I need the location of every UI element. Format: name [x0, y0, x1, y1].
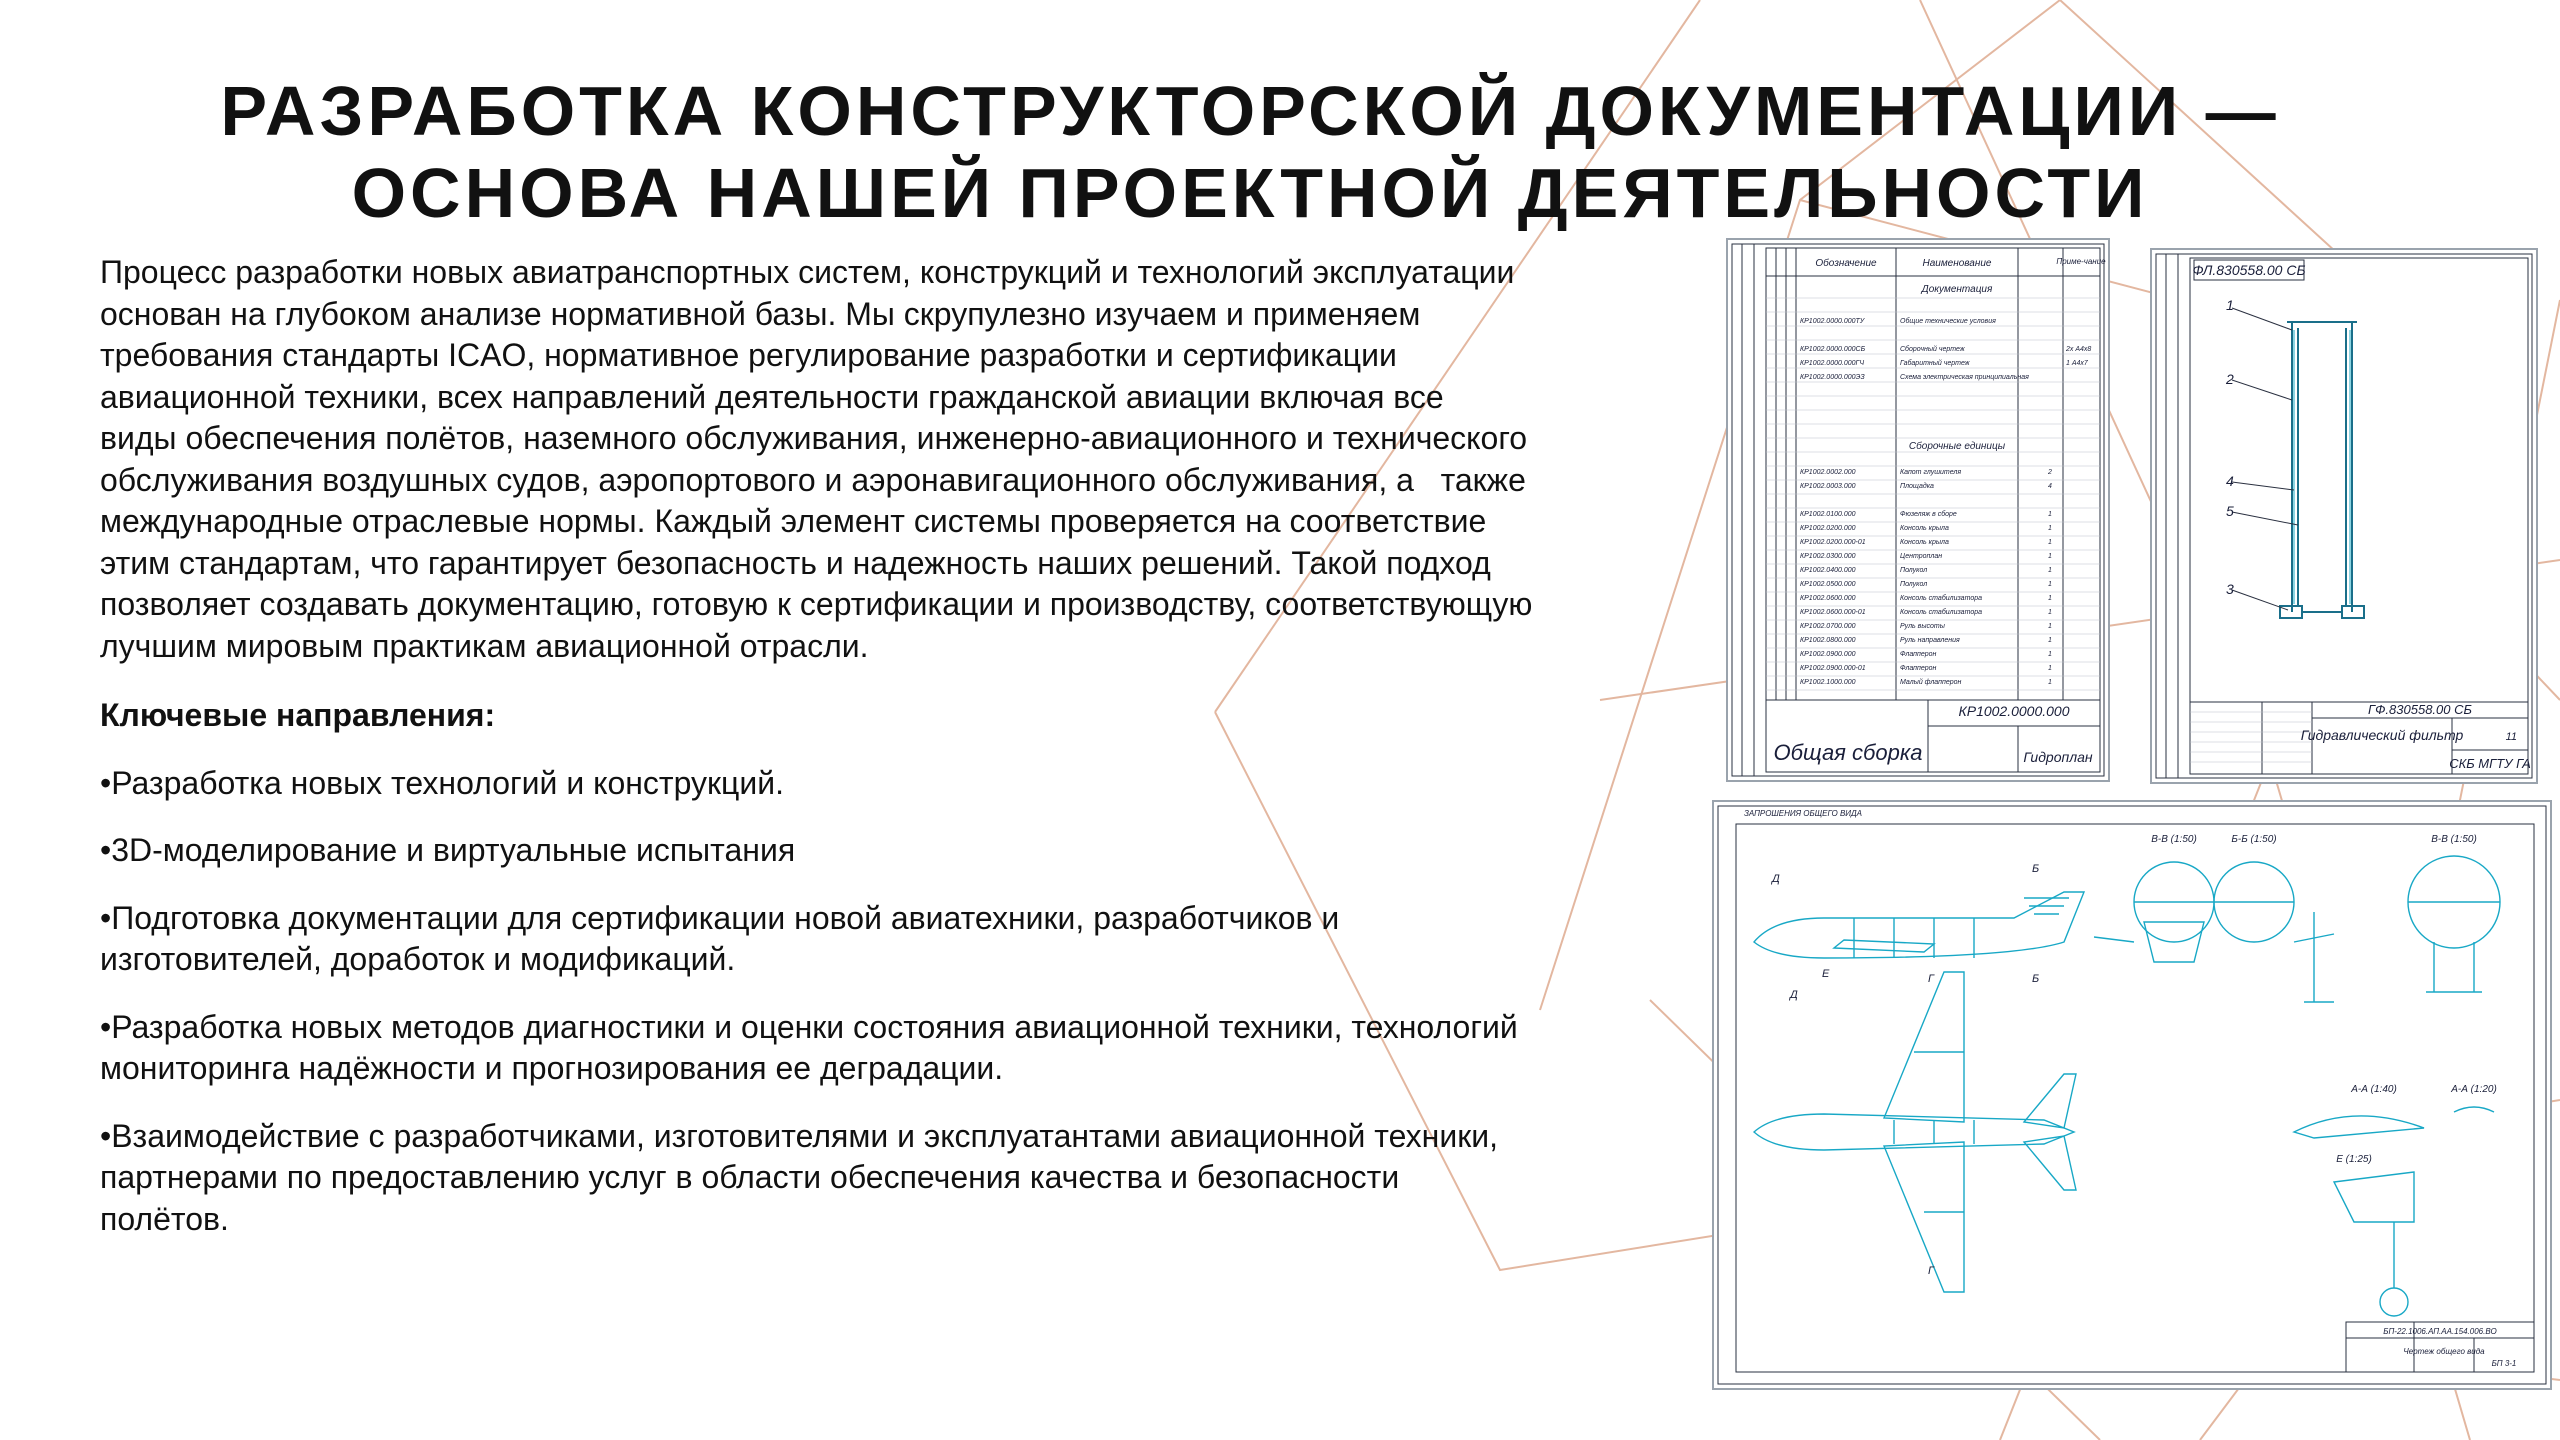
spec-unit-cell: КР1002.0200.000-01	[1800, 539, 1866, 546]
spec-unit-cell: Консоль крыла	[1900, 525, 1949, 532]
spec-unit-cell: 1	[2048, 665, 2052, 672]
spec-unit-cell: Флапперон	[1900, 665, 1937, 672]
callout-1: 1	[2226, 297, 2234, 313]
bullet-item: •Разработка новых технологий и конструкций.	[100, 764, 784, 801]
main-text	[100, 252, 1700, 1266]
spec-unit-cell: КР1002.0200.000	[1800, 525, 1856, 532]
spec-unit-cell: Полукол	[1900, 581, 1928, 588]
spec-unit-rows	[1800, 469, 2052, 686]
spec-unit-cell: Консоль крыла	[1900, 539, 1949, 546]
filter-top-code: ФЛ.830558.00 СБ	[2192, 262, 2306, 278]
spec-unit-cell: Консоль стабилизатора	[1900, 609, 1983, 616]
spec-header-designation: Обозначение	[1815, 258, 1877, 269]
spec-unit-cell: 1	[2048, 553, 2052, 560]
section-mark-b1: Б	[2032, 863, 2040, 875]
spec-unit-cell: 1	[2048, 581, 2052, 588]
spec-unit-cell: КР1002.0600.000	[1800, 595, 1856, 602]
bullet-item: •Разработка новых методов диагностики и оценки состояния авиационной техники, технологий мониторинга надёжности и прогнозирования ее деградации.	[100, 1008, 1518, 1086]
filter-org: СКБ МГТУ ГА	[2449, 756, 2531, 771]
view-label-2: Б-Б (1:50)	[2231, 834, 2277, 845]
spec-unit-cell: КР1002.0003.000	[1800, 483, 1856, 490]
view-label-6: Е (1:25)	[2336, 1154, 2372, 1165]
spec-subtitle: Гидроплан	[2023, 749, 2093, 765]
svg-text:Схема электрическая принципиал: Схема электрическая принципиальная	[1900, 374, 2029, 381]
spec-unit-cell: Малый флапперон	[1900, 679, 1962, 686]
spec-name: Общая сборка	[1773, 740, 1923, 765]
spec-unit-cell: Центроплан	[1900, 553, 1943, 560]
spec-unit-cell: КР1002.0002.000	[1800, 469, 1856, 476]
aircraft-name: Чертеж общего вида	[2403, 1347, 2485, 1356]
spec-unit-cell: 1	[2048, 511, 2052, 518]
svg-text:КР1002.0000.000ЭЗ: КР1002.0000.000ЭЗ	[1800, 374, 1865, 381]
section-mark-g1: Г	[1928, 973, 1934, 985]
svg-text:КР1002.0000.000ГЧ: КР1002.0000.000ГЧ	[1800, 360, 1865, 367]
spec-unit-cell: КР1002.1000.000	[1800, 679, 1856, 686]
title-line-1: РАЗРАБОТКА КОНСТРУКТОРСКОЙ ДОКУМЕНТАЦИИ —	[220, 72, 2280, 150]
bullet-item: •3D-моделирование и виртуальные испытания	[100, 832, 796, 868]
svg-text:КР1002.0000.000ТУ: КР1002.0000.000ТУ	[1800, 318, 1865, 325]
key-directions-heading: Ключевые направления:	[100, 697, 496, 733]
spec-designation: КР1002.0000.000	[1958, 703, 2070, 719]
spec-unit-cell: КР1002.0400.000	[1800, 567, 1856, 574]
spec-unit-cell: 2	[2048, 469, 2052, 476]
section-mark-g2: Г	[1928, 1265, 1934, 1277]
spec-section-documentation: Документация	[1921, 284, 1993, 295]
spec-unit-cell: КР1002.0100.000	[1800, 511, 1856, 518]
spec-unit-cell: КР1002.0600.000-01	[1800, 609, 1866, 616]
svg-text:Габаритный чертеж: Габаритный чертеж	[1900, 360, 1970, 367]
filter-sheet-drawing	[2150, 248, 2538, 784]
aircraft-designation: БП-22.1006.АП.АА.154.006.ВО	[2383, 1327, 2497, 1336]
spec-unit-cell: КР1002.0700.000	[1800, 623, 1856, 630]
spec-unit-cell: 1	[2048, 651, 2052, 658]
section-mark-d2: Д	[1790, 989, 1798, 1001]
svg-text:2x А4x8: 2x А4x8	[2066, 346, 2092, 353]
spec-unit-cell: Капот глушителя	[1900, 469, 1962, 476]
spec-unit-cell: Фюзеляж в сборе	[1900, 511, 1957, 518]
spec-unit-cell: Руль направления	[1900, 637, 1960, 644]
svg-text:Сборочный чертеж: Сборочный чертеж	[1900, 346, 1965, 353]
intro-paragraph: Процесс разработки новых авиатранспортных систем, конструкций и технологий эксплуатации основан на глубоком анализе нормативной базы. Мы скрупулезно изучаем и применяем требования стандарты ICAO, нормативное регулирование разработки и сертификации авиационной техники, всех направлений деятельности гражданской авиации включая все виды обеспечения полётов, наземного обслуживания, инженерно-авиационного и технического обслуживания воздушных судов, аэропортового и аэронавигационного обслуживания, а также международные отраслевые нормы. Каждый элемент системы проверяется на соответствие этим стандартам, что гарантирует безопасность и надежность наших решений. Такой подход позволяет создавать документацию, готовую к сертификации и производству, соответствующую лучшим мировым практикам авиационной отрасли.	[100, 254, 1533, 664]
spec-unit-cell: 1	[2048, 567, 2052, 574]
aircraft-general-view-drawing	[1712, 800, 2552, 1390]
spec-unit-cell: Полукол	[1900, 567, 1928, 574]
view-label-3: В-В (1:50)	[2431, 834, 2477, 845]
callout-5: 5	[2226, 503, 2234, 519]
callout-2: 2	[2226, 371, 2234, 387]
spec-unit-cell: 1	[2048, 525, 2052, 532]
page-title	[100, 70, 2400, 234]
spec-unit-cell: 1	[2048, 623, 2052, 630]
spec-unit-cell: КР1002.0900.000	[1800, 651, 1856, 658]
filter-sheets: 11	[2505, 731, 2517, 743]
spec-unit-cell: Консоль стабилизатора	[1900, 595, 1983, 602]
spec-unit-cell: 4	[2048, 483, 2052, 490]
svg-text:1 А4x7: 1 А4x7	[2066, 360, 2088, 367]
svg-text:КР1002.0000.000СБ: КР1002.0000.000СБ	[1800, 346, 1866, 353]
view-label-5: А-А (1:20)	[2451, 1084, 2497, 1095]
spec-unit-cell: КР1002.0900.000-01	[1800, 665, 1866, 672]
spec-unit-cell: 1	[2048, 609, 2052, 616]
spec-sheet-drawing	[1726, 238, 2110, 782]
view-label-1: В-В (1:50)	[2151, 834, 2197, 845]
filter-name: Гидравлический фильтр	[2300, 727, 2464, 743]
section-mark-e: Е	[1822, 968, 1830, 980]
aircraft-sheet: БП 3-1	[2491, 1359, 2517, 1368]
spec-unit-cell: 1	[2048, 679, 2052, 686]
spec-unit-cell: 1	[2048, 637, 2052, 644]
spec-unit-cell: 1	[2048, 595, 2052, 602]
spec-header-name: Наименование	[1922, 258, 1992, 269]
view-label-4: А-А (1:40)	[2351, 1084, 2397, 1095]
spec-unit-cell: Флапперон	[1900, 651, 1937, 658]
bullet-item: •Взаимодействие с разработчиками, изготовителями и эксплуатантами авиационной техники, партнерами по предоставлению услуг в области обеспечения качества и безопасности полётов.	[100, 1117, 1498, 1237]
spec-unit-cell: КР1002.0300.000	[1800, 553, 1856, 560]
spec-unit-cell: Площадка	[1900, 483, 1934, 490]
section-mark-b2: Б	[2032, 973, 2040, 985]
spec-section-units: Сборочные единицы	[1908, 441, 2006, 452]
spec-unit-cell: КР1002.0500.000	[1800, 581, 1856, 588]
section-mark-d1: Д	[1772, 873, 1780, 885]
spec-unit-cell: КР1002.0800.000	[1800, 637, 1856, 644]
bullet-item: •Подготовка документации для сертификации новой авиатехники, разработчиков и изготовителей, доработок и модификаций.	[100, 899, 1340, 977]
svg-text:Общие технические условия: Общие технические условия	[1900, 318, 1996, 325]
spec-unit-cell: Руль высоты	[1900, 623, 1945, 630]
callout-3: 3	[2226, 581, 2234, 597]
filter-designation: ГФ.830558.00 СБ	[2368, 702, 2472, 717]
spec-unit-cell: 1	[2048, 539, 2052, 546]
spec-header-note: Приме-чание	[2056, 257, 2106, 266]
title-line-2: ОСНОВА НАШЕЙ ПРОЕКТНОЙ ДЕЯТЕЛЬНОСТИ	[351, 154, 2149, 232]
aircraft-top-label: ЗАПРОШЕНИЯ ОБЩЕГО ВИДА	[1744, 809, 1862, 818]
callout-4: 4	[2226, 473, 2234, 489]
